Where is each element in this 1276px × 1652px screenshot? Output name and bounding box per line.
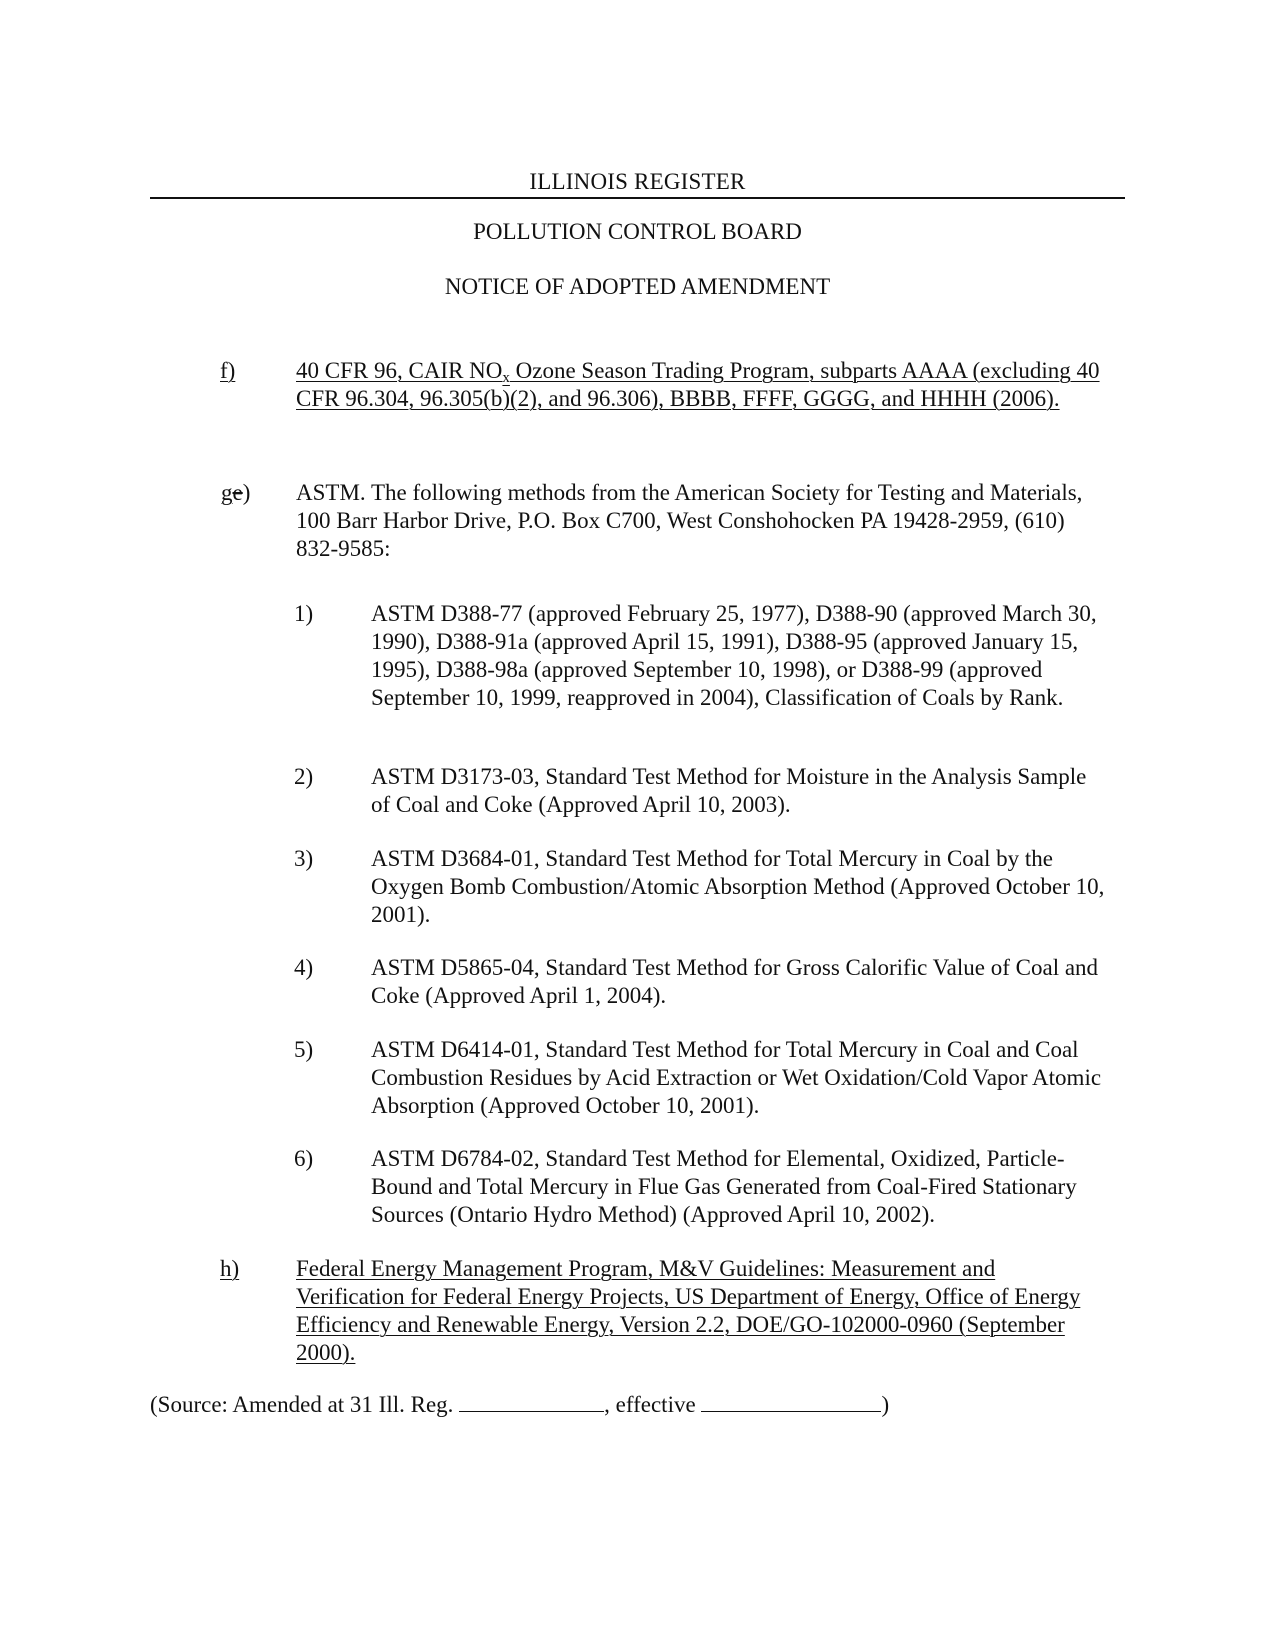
agency-heading: POLLUTION CONTROL BOARD <box>473 219 802 244</box>
item-f-text-part-1: 40 CFR 96, CAIR NO <box>296 358 503 383</box>
notice-heading: NOTICE OF ADOPTED AMENDMENT <box>444 274 831 299</box>
item-f-subscript: x <box>502 370 510 386</box>
subitem-text: ASTM D6784-02, Standard Test Method for Elemental, Oxidized, Particle-Bound and Total Mercury in Flue Gas Generated from Coal-Fired Stationary Sources (Ontario Hydro Method) (Approved April 10, 2002). <box>371 1146 1077 1227</box>
subitem-number: 6) <box>294 1146 314 1171</box>
item-g-label <box>221 479 250 507</box>
subitem-text: ASTM D6414-01, Standard Test Method for Total Mercury in Coal and Coal Combustion Residues by Acid Extraction or Wet Oxidation/Cold Vapor Atomic Absorption (Approved October 10, 2001). <box>371 1037 1102 1118</box>
source-prefix: (Source: Amended at 31 Ill. Reg. <box>150 1392 460 1417</box>
item-f-text-part-2: Ozone Season Trading Program, subparts AAAA (excluding 40 CFR 96.304, 96.305(b)(2), and 96.306), BBBB, FFFF, GGGG, and HHHH (2006). <box>296 358 1100 411</box>
item-h-text: Federal Energy Management Program, M&V Guidelines: Measurement and Verification for Federal Energy Projects, US Department of Energy, Office of Energy Efficiency and Renewable Energy, Version 2.2, DOE/GO-102000-0960 (September 2000). <box>296 1256 1081 1365</box>
subitem-number: 5) <box>294 1037 314 1062</box>
subitem-number: 3) <box>294 846 314 871</box>
subitem-number: 1) <box>294 601 314 626</box>
item-g-text: ASTM. The following methods from the American Society for Testing and Materials, 100 Barr Harbor Drive, P.O. Box C700, West Conshohocken PA 19428-2959, (610) 832-9585: <box>296 480 1083 561</box>
subitem-text: ASTM D3173-03, Standard Test Method for Moisture in the Analysis Sample of Coal and Coke (Approved April 10, 2003). <box>371 764 1087 817</box>
item-f-text <box>296 357 1116 413</box>
item-g-label-paren: ) <box>242 480 251 505</box>
subitem-number: 2) <box>294 764 314 789</box>
source-suffix: ) <box>881 1392 890 1417</box>
subitem-text: ASTM D388-77 (approved February 25, 1977), D388-90 (approved March 30, 1990), D388-91a (approved April 15, 1991), D388-95 (approved January 15, 1995), D388-98a (approved September 10, 1998), or D388-99 (approved September 10, 1999, reapproved in 2004), Classification of Coals by Rank. <box>371 601 1097 710</box>
subitem-text: ASTM D3684-01, Standard Test Method for Total Mercury in Coal by the Oxygen Bomb Combustion/Atomic Absorption Method (Approved October 10, 2001). <box>371 846 1105 927</box>
item-g-label-inserted: g <box>221 480 233 505</box>
effective-date-blank <box>701 1391 881 1412</box>
source-note <box>150 1391 1130 1419</box>
item-h-label: h) <box>220 1256 240 1281</box>
subitem-number: 4) <box>294 955 314 980</box>
header-rule <box>150 197 1125 199</box>
item-f-label: f) <box>220 358 236 383</box>
item-g-label-deleted: e <box>232 480 243 505</box>
source-middle: , effective <box>604 1392 702 1417</box>
subitem-text: ASTM D5865-04, Standard Test Method for Gross Calorific Value of Coal and Coke (Approved April 1, 2004). <box>371 955 1099 1008</box>
register-title: ILLINOIS REGISTER <box>529 169 746 194</box>
register-page-blank <box>459 1391 604 1412</box>
